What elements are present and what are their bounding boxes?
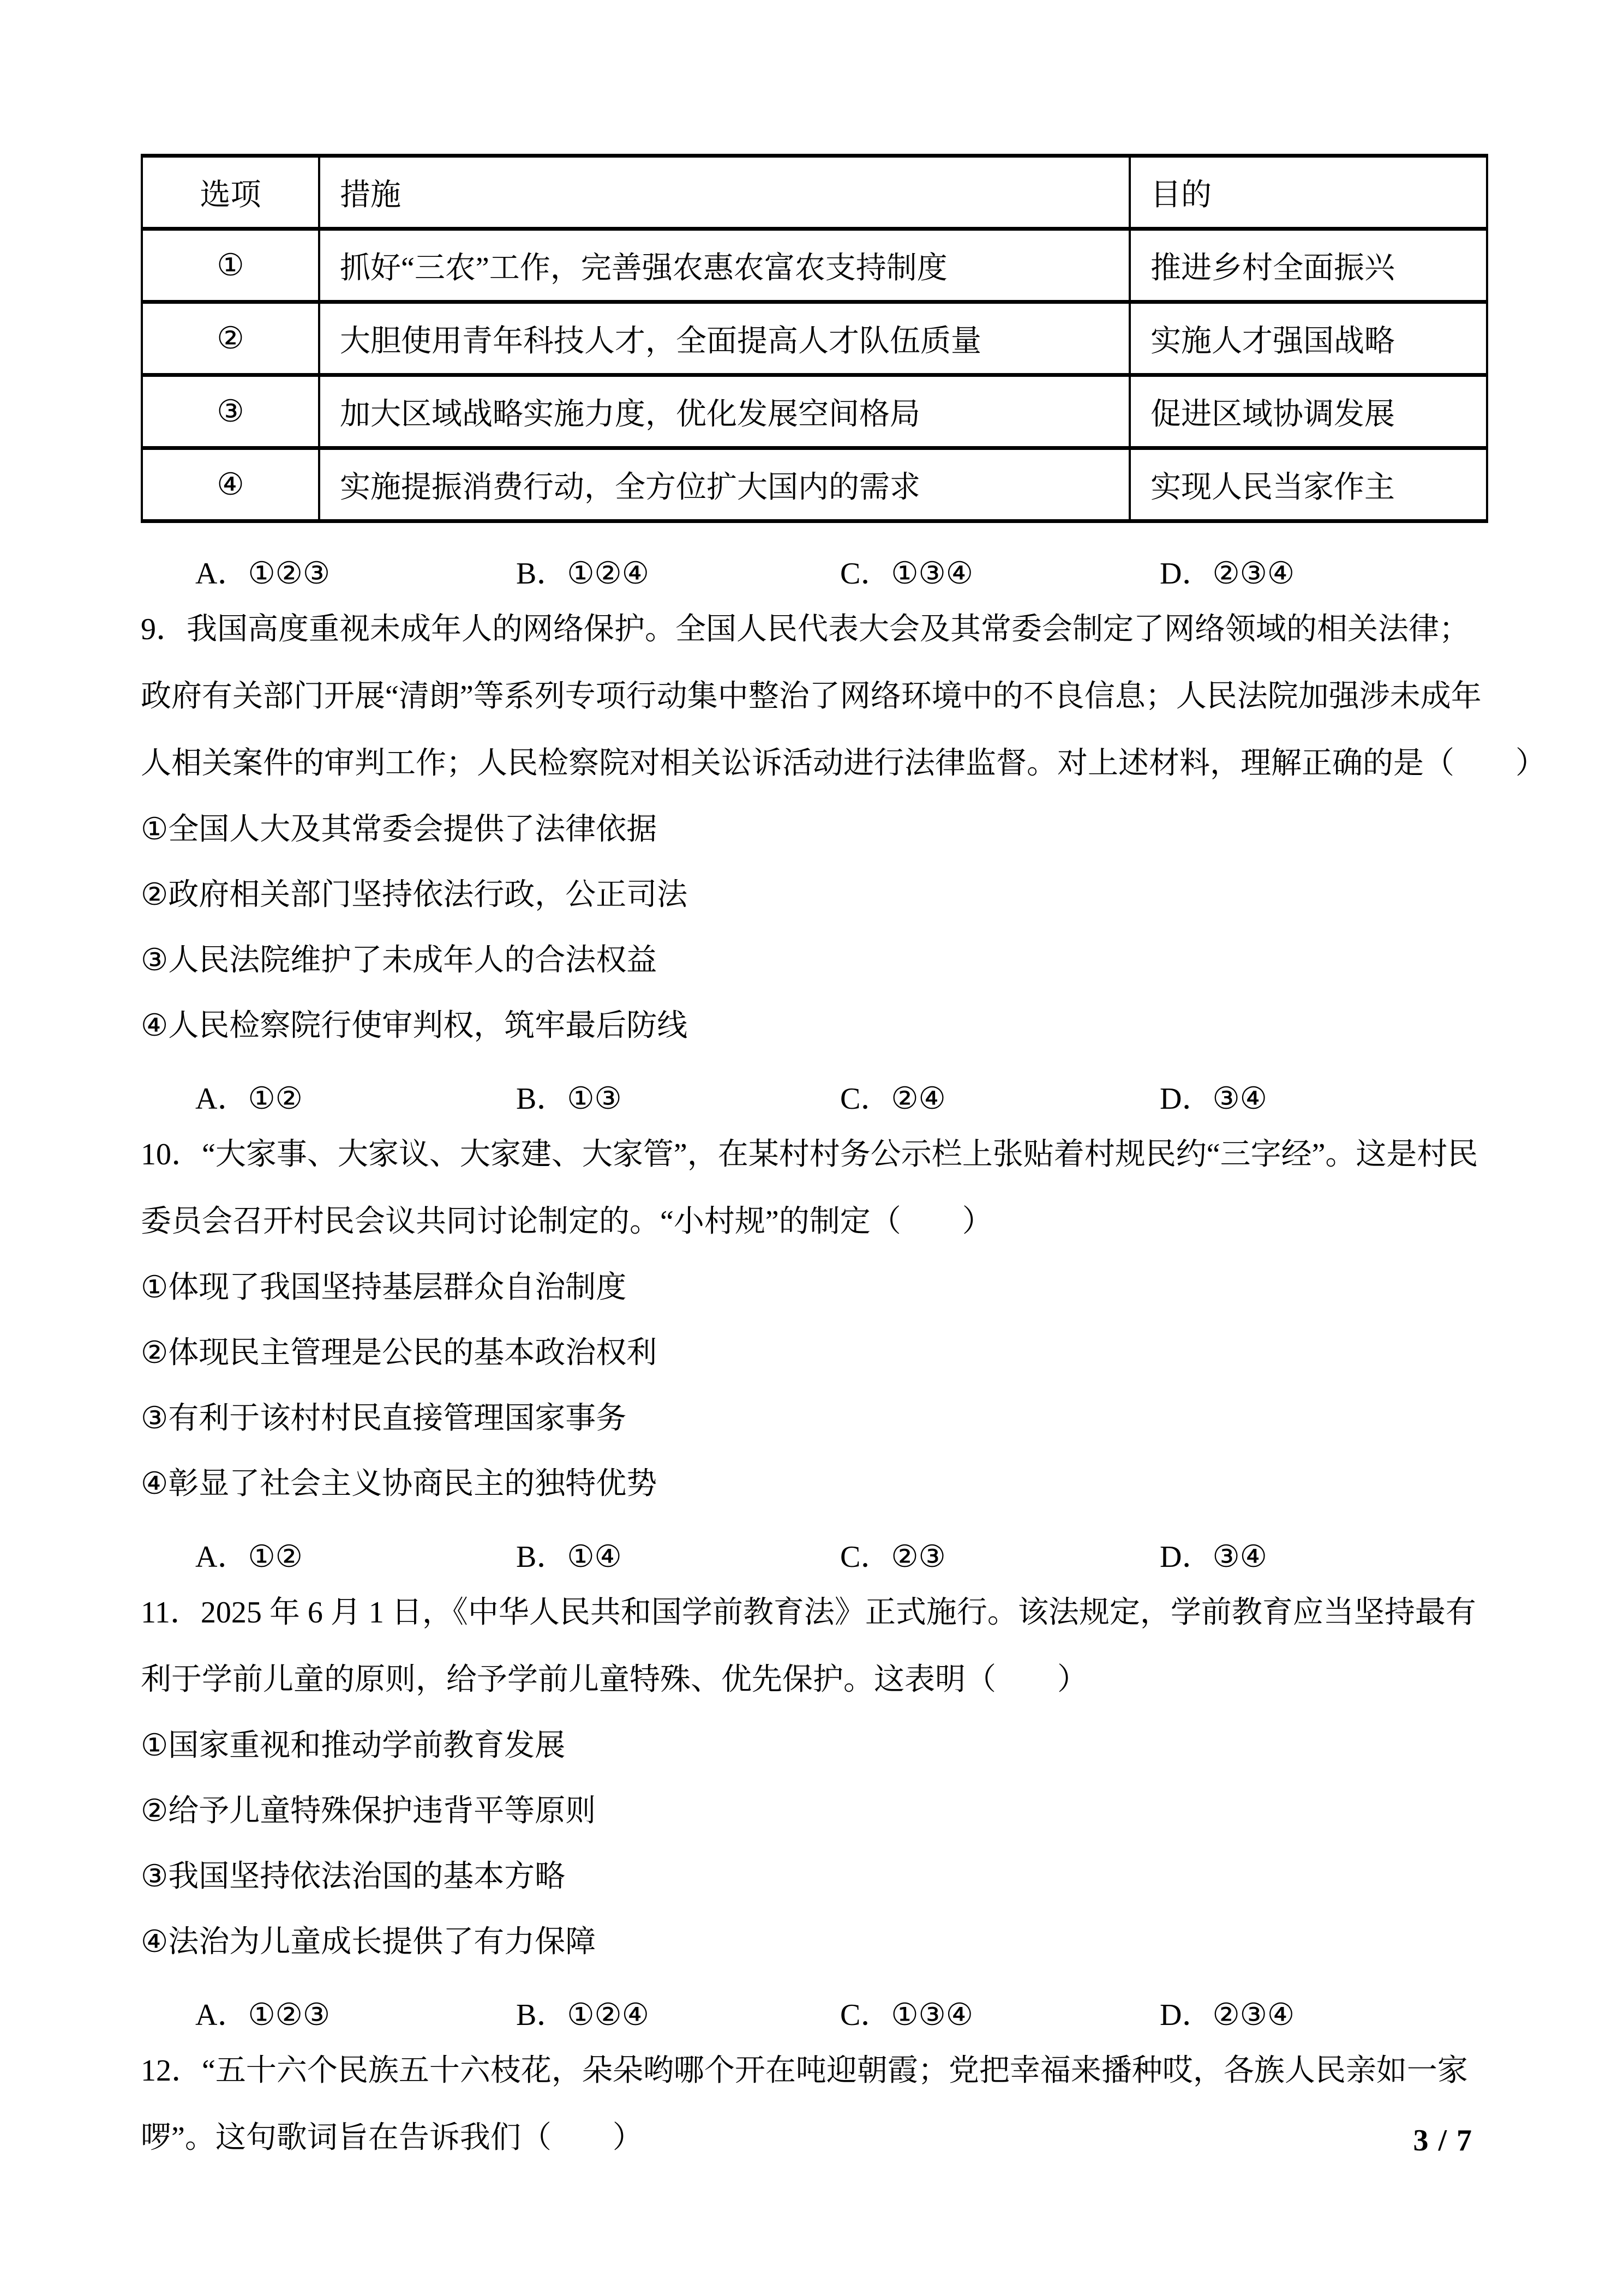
row-number: ④ [142, 448, 319, 521]
question-12 [141, 2053, 1473, 2156]
page-content [141, 154, 1546, 2187]
table-row [142, 448, 1487, 521]
answer-choice-b: B．①②④ [516, 557, 649, 591]
question-9-stem-line: 政府有关部门开展“清朗”等系列专项行动集中整治了网络环境中的不良信息；人民法院加强涉未成年 [141, 680, 1482, 713]
question-11 [141, 1595, 1476, 2032]
row-number: ① [142, 229, 319, 302]
question-9-option-2: ②政府相关部门坚持依法行政，公正司法 [141, 878, 688, 912]
answer-choice-c: C．①③④ [840, 1998, 973, 2032]
answer-choice-a: A．①② [195, 1540, 303, 1574]
question-9 [141, 611, 1546, 1116]
row-purpose: 实施人才强国战略 [1130, 302, 1487, 375]
answer-choice-b: B．①④ [516, 1540, 622, 1574]
question-9-option-4: ④人民检察院行使审判权，筑牢最后防线 [141, 1009, 688, 1043]
answer-choice-c: C．②④ [840, 1082, 946, 1116]
question-8-table [141, 154, 1488, 523]
question-10-option-2: ②体现民主管理是公民的基本政治权利 [141, 1336, 657, 1370]
question-10-answer-row [141, 1532, 1473, 1574]
row-measure: 大胆使用青年科技人才，全面提高人才队伍质量 [319, 302, 1130, 375]
question-9-stem-line: 人相关案件的审判工作；人民检察院对相关讼诉活动进行法律监督。对上述材料，理解正确的是（ ） [141, 747, 1546, 780]
table-header-purpose: 目的 [1130, 156, 1487, 229]
question-9-option-1: ①全国人大及其常委会提供了法律依据 [141, 813, 657, 846]
answer-choice-d: D．②③④ [1160, 1998, 1295, 2032]
answer-choice-d: D．③④ [1160, 1540, 1267, 1574]
question-10-option-1: ①体现了我国坚持基层群众自治制度 [141, 1271, 627, 1305]
answer-choice-b: B．①③ [516, 1082, 622, 1116]
row-purpose: 推进乡村全面振兴 [1130, 229, 1487, 302]
question-9-option-3: ③人民法院维护了未成年人的合法权益 [141, 943, 657, 977]
table-header-option: 选项 [142, 156, 319, 229]
question-9-answer-row [141, 1074, 1473, 1116]
question-12-stem-line: 12．“五十六个民族五十六枝花，朵朵哟哪个开在吨迎朝霞；党把幸福来播种哎，各族人民亲如一家 [141, 2054, 1468, 2088]
answer-choice-b: B．①②④ [516, 1998, 649, 2032]
row-measure: 实施提振消费行动，全方位扩大国内的需求 [319, 448, 1130, 521]
question-10-option-4: ④彰显了社会主义协商民主的独特优势 [141, 1467, 657, 1501]
page-number: 3 / 7 [1413, 2124, 1473, 2157]
row-number: ③ [142, 375, 319, 448]
question-11-option-3: ③我国坚持依法治国的基本方略 [141, 1860, 566, 1894]
answer-choice-a: A．①②③ [195, 1998, 331, 2032]
answer-choice-d: D．②③④ [1160, 557, 1295, 591]
row-purpose: 实现人民当家作主 [1130, 448, 1487, 521]
question-10 [141, 1137, 1478, 1574]
question-10-stem-line: 10．“大家事、大家议、大家建、大家管”，在某村村务公示栏上张贴着村规民约“三字经”。这是村民 [141, 1138, 1478, 1171]
row-purpose: 促进区域协调发展 [1130, 375, 1487, 448]
table-row [142, 302, 1487, 375]
spacer [141, 523, 1473, 548]
question-11-stem-line: 利于学前儿童的原则，给予学前儿童特殊、优先保护。这表明（ ） [141, 1663, 1088, 1697]
table-header-row [142, 156, 1487, 229]
table-row [142, 375, 1487, 448]
question-11-option-2: ②给予儿童特殊保护违背平等原则 [141, 1794, 596, 1828]
row-measure: 抓好“三农”工作，完善强农惠农富农支持制度 [319, 229, 1130, 302]
question-11-answer-row [141, 1991, 1473, 2032]
question-11-option-1: ①国家重视和推动学前教育发展 [141, 1729, 566, 1763]
answer-choice-a: A．①② [195, 1082, 303, 1116]
answer-choice-d: D．③④ [1160, 1082, 1267, 1116]
answer-choice-c: C．①③④ [840, 557, 973, 591]
question-8-answer-row [141, 549, 1473, 591]
row-measure: 加大区域战略实施力度，优化发展空间格局 [319, 375, 1130, 448]
question-9-stem-line: 9．我国高度重视未成年人的网络保护。全国人民代表大会及其常委会制定了网络领域的相关法律； [141, 612, 1470, 646]
question-10-stem-line: 委员会召开村民会议共同讨论制定的。“小村规”的制定（ ） [141, 1205, 993, 1239]
row-number: ② [142, 302, 319, 375]
table-header-measure: 措施 [319, 156, 1130, 229]
answer-choice-a: A．①②③ [195, 557, 331, 591]
answer-choice-c: C．②③ [840, 1540, 946, 1574]
table-row [142, 229, 1487, 302]
question-11-option-4: ④法治为儿童成长提供了有力保障 [141, 1925, 596, 1959]
question-10-option-3: ③有利于该村村民直接管理国家事务 [141, 1402, 627, 1435]
question-12-stem-line: 啰”。这句歌词旨在告诉我们（ ） [141, 2121, 643, 2155]
question-11-stem-line: 11．2025 年 6 月 1 日，《中华人民共和国学前教育法》正式施行。该法规定，学前教育应当坚持最有 [141, 1596, 1476, 1630]
